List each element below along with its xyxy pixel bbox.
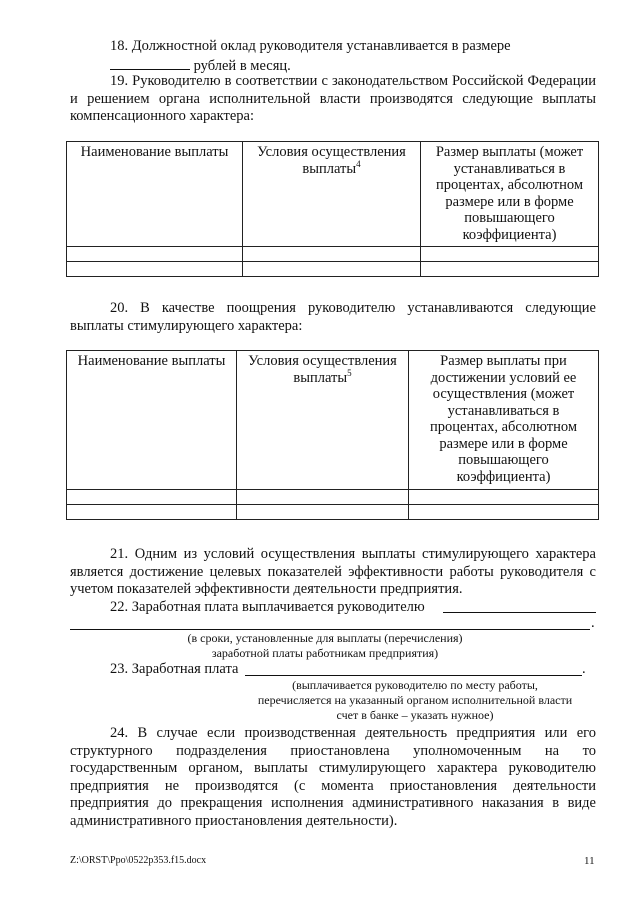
salary-amount-blank [110,56,190,70]
payment-terms-blank-line2 [70,629,590,630]
footer-page-number: 11 [584,855,595,867]
paragraph-23-period: . [582,661,586,677]
header-payment-size: Размер выплаты (может устанавливаться в процентах, абсолютном размере или в форме повышающего коэффициента) [421,142,599,247]
paragraph-18-lead: 18. Должностной оклад руководителя устанавливается в размере [110,38,511,54]
header-payment-name: Наименование выплаты [67,351,237,490]
compensation-payments-table [66,141,599,277]
table-row [67,490,599,505]
payment-method-blank [245,675,582,676]
footnote-marker: 5 [347,367,352,378]
header-payment-conditions: Условия осуществления выплаты$^5$ [237,351,409,490]
table-header-row [67,142,599,247]
paragraph-19: 19. Руководителю в соответствии с законодательством Российской Федерации и решением органа исполнительной власти производятся следующие выплаты компенсационного характера: [70,73,596,124]
paragraph-23-note: (выплачивается руководителю по месту работы, перечисляется на указанный органом исполнительной власти счет в банке – указать нужное) [257,678,573,722]
paragraph-18-tail: рублей в месяц. [193,57,291,74]
paragraph-24: 24. В случае если производственная деятельность предприятия или его структурного подразделения приостановлена уполномоченным на то государственным органом, выплаты стимулирующего характера руководителю предприятия не производятся (с момента приостановления деятельности предприятия до прекращения исполнения административного наказания в виде административного приостановления деятельности). [70,725,596,829]
paragraph-18 [70,38,596,75]
footer-file-path: Z:\ORST\Ppo\0522p353.f15.docx [70,855,207,866]
header-payment-name: Наименование выплаты [67,142,243,247]
paragraph-22-note: (в сроки, установленные для выплаты (перечисления) заработной платы работникам предприятия) [187,631,463,660]
paragraph-20: 20. В качестве поощрения руководителю устанавливаются следующие выплаты стимулирующего характера: [70,300,596,334]
paragraph-21: 21. Одним из условий осуществления выплаты стимулирующего характера является достижение целевых показателей эффективности работы руководителя с учетом показателей эффективности деятельности предприятия. [70,546,596,597]
table-header-row [67,351,599,490]
table-row [67,262,599,277]
table-row [67,505,599,520]
header-payment-conditions: Условия осуществления выплаты$^4$ [243,142,421,247]
incentive-payments-table [66,350,599,520]
paragraph-22 [70,599,596,617]
footnote-marker: 4 [356,158,361,169]
paragraph-23-lead: 23. Заработная плата [110,661,239,677]
paragraph-22-period: . [591,615,595,631]
table-row [67,247,599,262]
paragraph-22-lead: 22. Заработная плата выплачивается руководителю [110,599,425,615]
payment-terms-blank [443,612,596,613]
header-payment-size: Размер выплаты при достижении условий ее осуществления (может устанавливаться в процентах, абсолютном размере или в форме повышающего коэффициента) [409,351,599,490]
